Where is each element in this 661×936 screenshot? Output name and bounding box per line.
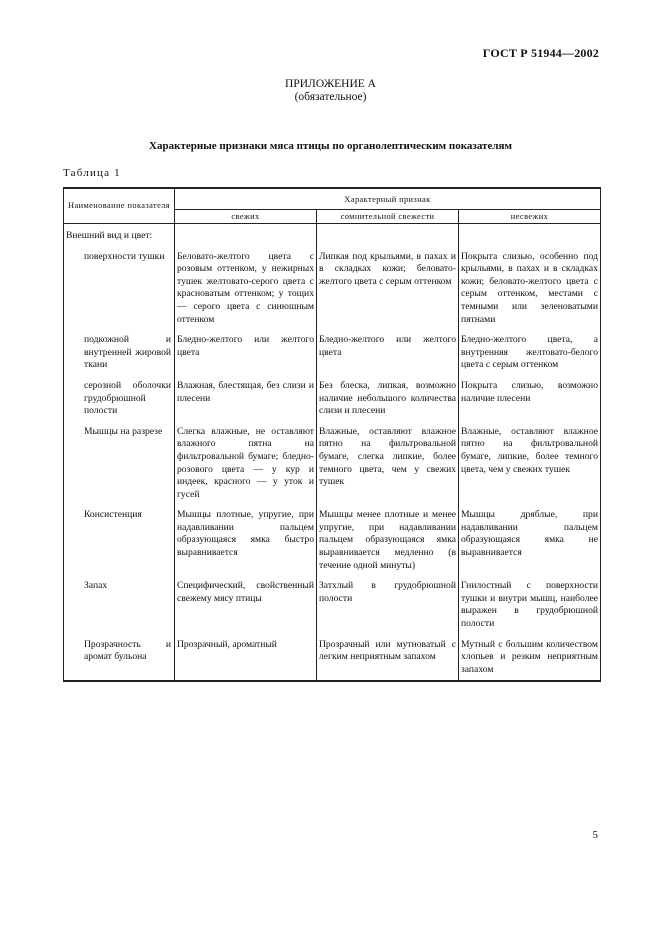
header-fresh: свежих — [175, 210, 317, 224]
cell-stale: Покрыта слизью, особенно под крыльями, в пахах и в складках кожи; беловато-желтого цвета с серым оттенком, местами с темными или зеленоватыми пятнами — [459, 251, 601, 335]
cell-doubtful: Без блеска, липкая, возможно наличие небольшого количества слизи и плесени — [317, 380, 459, 426]
row-indicator: Консистенция — [64, 509, 175, 580]
cell-stale — [459, 224, 601, 251]
table-label: Таблица 1 — [63, 167, 121, 179]
header-doubtful: сомнительной свежести — [317, 210, 459, 224]
row-indicator: Запах — [64, 580, 175, 638]
table-row — [64, 639, 601, 682]
table-row — [64, 426, 601, 510]
cell-fresh: Специфический, свойственный свежему мясу птицы — [175, 580, 317, 638]
header-indicator-name: Наименование показателя — [64, 188, 175, 224]
table-row — [64, 251, 601, 335]
organoleptic-table — [63, 187, 601, 682]
cell-doubtful: Мышцы менее плотные и менее упругие, при надавливании пальцем образующаяся ямка выравнивается медленно (в течение одной минуты) — [317, 509, 459, 580]
appendix-title: ПРИЛОЖЕНИЕ А — [285, 78, 376, 90]
row-indicator: поверхности тушки — [64, 251, 175, 335]
cell-fresh: Бледно-желтого или желтого цвета — [175, 334, 317, 380]
cell-fresh: Беловато-желтого цвета с розовым оттенком, у нежирных тушек желтовато-серого цвета с красноватым оттенком; у тощих — серого цвета с синюшным оттенком — [175, 251, 317, 335]
table-row — [64, 580, 601, 638]
cell-stale: Бледно-желтого цвета, а внутренняя желтовато-белого цвета с серым оттенком — [459, 334, 601, 380]
row-indicator: серозной оболочки грудобрюшной полости — [64, 380, 175, 426]
row-indicator: Прозрачность и аромат бульона — [64, 639, 175, 682]
cell-stale: Мышцы дряблые, при надавливании пальцем образующаяся ямка не выравнивается — [459, 509, 601, 580]
cell-doubtful: Липкая под крыльями, в пахах и в складках кожи; беловато-желтого цвета с серым оттенком — [317, 251, 459, 335]
cell-fresh — [175, 224, 317, 251]
cell-doubtful: Затхлый в грудобрюшной полости — [317, 580, 459, 638]
cell-doubtful — [317, 224, 459, 251]
cell-doubtful: Прозрачный или мутноватый с легким неприятным запахом — [317, 639, 459, 682]
table-row — [64, 224, 601, 251]
row-indicator: подкожной и внутренней жировой ткани — [64, 334, 175, 380]
cell-fresh: Слегка влажные, не оставляют влажного пятна на фильтровальной бумаге; бледно-розового цвета — у кур и индеек, красного — у уток и гусей — [175, 426, 317, 510]
table-row — [64, 509, 601, 580]
cell-stale: Покрыта слизью, возможно наличие плесени — [459, 380, 601, 426]
document-id: ГОСТ Р 51944—2002 — [482, 46, 599, 60]
section-title: Характерные признаки мяса птицы по органолептическим показателям — [149, 140, 512, 152]
cell-stale: Мутный с большим количеством хлопьев и резким неприятным запахом — [459, 639, 601, 682]
appendix-heading — [0, 78, 661, 104]
table-row — [64, 380, 601, 426]
table-row — [64, 334, 601, 380]
cell-fresh: Влажная, блестящая, без слизи и плесени — [175, 380, 317, 426]
header-stale: несвежих — [459, 210, 601, 224]
cell-stale: Гнилостный с поверхности тушки и внутри мышц, наиболее выражен в грудобрюшной полости — [459, 580, 601, 638]
header-characteristic: Характерный признак — [175, 188, 601, 210]
row-indicator: Мышцы на разрезе — [64, 426, 175, 510]
cell-fresh: Прозрачный, ароматный — [175, 639, 317, 682]
row-indicator: Внешний вид и цвет: — [64, 224, 175, 251]
appendix-status: (обязательное) — [294, 91, 367, 103]
cell-fresh: Мышцы плотные, упругие, при надавливании пальцем образующаяся ямка быстро выравнивается — [175, 509, 317, 580]
cell-doubtful: Бледно-желтого или желтого цвета — [317, 334, 459, 380]
page-number: 5 — [592, 829, 598, 841]
cell-doubtful: Влажные, оставляют влажное пятно на фильтровальной бумаге, слегка липкие, более темного цвета, чем у свежих тушек — [317, 426, 459, 510]
cell-stale: Влажные, оставляют влажное пятно на фильтровальной бумаге, липкие, более темного цвета, чем у свежих тушек — [459, 426, 601, 510]
